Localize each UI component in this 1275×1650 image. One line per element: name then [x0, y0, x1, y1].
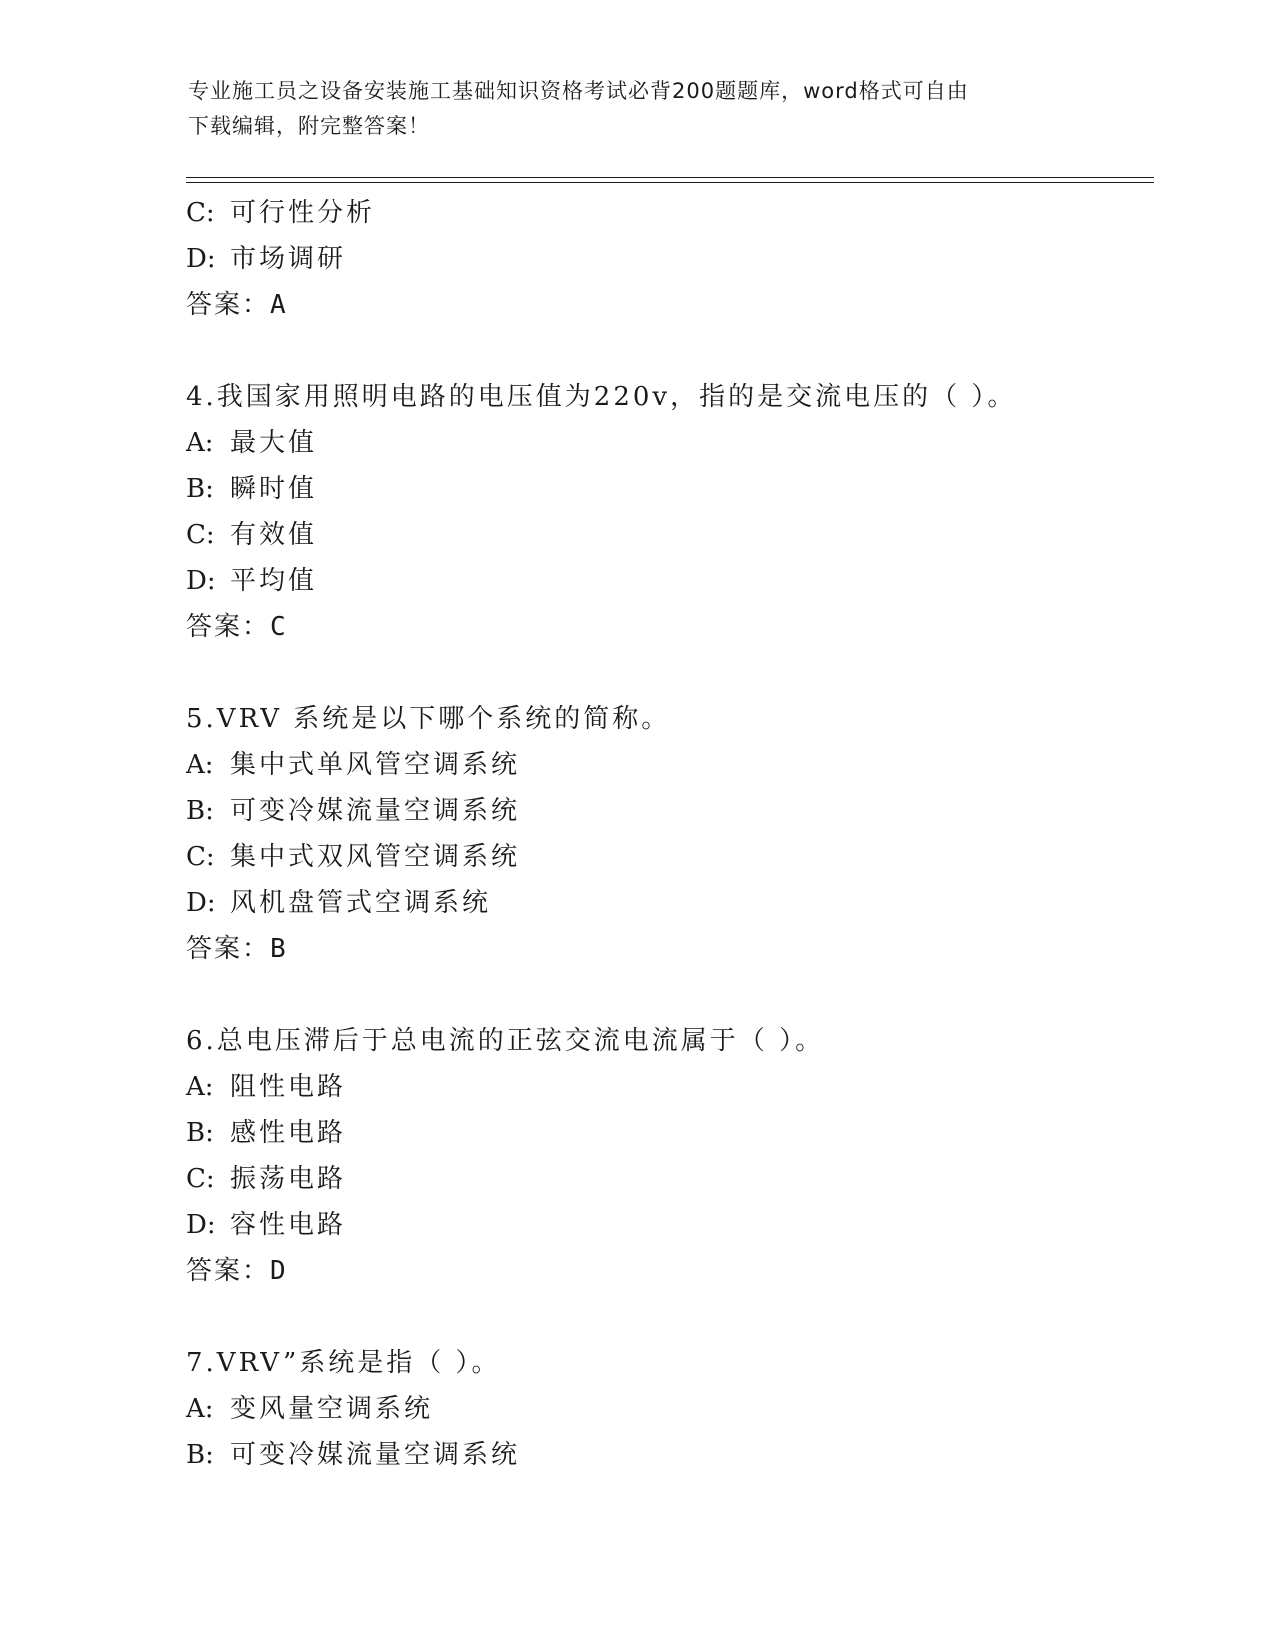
option-c — [186, 512, 1146, 558]
header-title-line-1: 专业施工员之设备安装施工基础知识资格考试必背200题题库，word格式可自由 — [188, 79, 969, 103]
option-a — [186, 742, 1146, 788]
option-d — [186, 236, 1146, 282]
option-text: 可行性分析 — [230, 198, 376, 228]
option-d — [186, 1202, 1146, 1248]
option-b — [186, 788, 1146, 834]
option-text: 有效值 — [230, 520, 318, 550]
option-letter: D: — [186, 566, 216, 596]
option-letter: C: — [186, 1164, 215, 1194]
option-letter: D: — [186, 1210, 216, 1240]
option-letter: D: — [186, 888, 216, 918]
question-block — [186, 1340, 1146, 1478]
option-c — [186, 190, 1146, 236]
option-letter: A: — [186, 750, 214, 780]
answer-value: C — [270, 612, 288, 642]
option-b — [186, 1110, 1146, 1156]
option-b — [186, 466, 1146, 512]
answer-line — [186, 926, 1146, 972]
header-divider-bottom — [186, 182, 1154, 183]
answer-value: D — [270, 1256, 288, 1286]
option-letter: A: — [186, 1394, 214, 1424]
option-a — [186, 420, 1146, 466]
document-header — [188, 74, 1088, 144]
answer-line — [186, 282, 1146, 328]
option-text: 风机盘管式空调系统 — [230, 888, 492, 918]
option-c — [186, 1156, 1146, 1202]
answer-line — [186, 1248, 1146, 1294]
option-text: 集中式单风管空调系统 — [230, 750, 521, 780]
question-block — [186, 190, 1146, 328]
option-letter: B: — [186, 796, 214, 826]
option-d — [186, 558, 1146, 604]
option-text: 感性电路 — [230, 1118, 347, 1148]
option-letter: C: — [186, 842, 215, 872]
spacer — [186, 328, 1146, 374]
option-a — [186, 1064, 1146, 1110]
option-text: 最大值 — [230, 428, 318, 458]
question-block — [186, 696, 1146, 972]
option-letter: C: — [186, 198, 215, 228]
question-stem: 7.VRV”系统是指（ ）。 — [186, 1348, 501, 1378]
option-text: 阻性电路 — [230, 1072, 347, 1102]
option-letter: B: — [186, 474, 214, 504]
option-letter: A: — [186, 1072, 214, 1102]
option-letter: D: — [186, 244, 216, 274]
option-d — [186, 880, 1146, 926]
question-list — [186, 190, 1146, 1478]
spacer — [186, 1294, 1146, 1340]
option-text: 容性电路 — [230, 1210, 347, 1240]
question-block — [186, 374, 1146, 650]
option-text: 瞬时值 — [230, 474, 318, 504]
question-stem: 4.我国家用照明电路的电压值为220v，指的是交流电压的（ ）。 — [186, 382, 1017, 412]
answer-value: B — [270, 934, 288, 964]
option-text: 平均值 — [230, 566, 318, 596]
option-c — [186, 834, 1146, 880]
option-letter: C: — [186, 520, 215, 550]
option-letter: B: — [186, 1118, 214, 1148]
option-text: 可变冷媒流量空调系统 — [230, 796, 521, 826]
spacer — [186, 650, 1146, 696]
option-a — [186, 1386, 1146, 1432]
option-text: 市场调研 — [230, 244, 347, 274]
option-text: 变风量空调系统 — [230, 1394, 434, 1424]
option-text: 可变冷媒流量空调系统 — [230, 1440, 521, 1470]
answer-value: A — [270, 290, 288, 320]
answer-label: 答案： — [186, 612, 271, 642]
answer-label: 答案： — [186, 1256, 271, 1286]
option-letter: A: — [186, 428, 214, 458]
answer-label: 答案： — [186, 290, 271, 320]
option-b — [186, 1432, 1146, 1478]
spacer — [186, 972, 1146, 1018]
answer-line — [186, 604, 1146, 650]
question-stem: 6.总电压滞后于总电流的正弦交流电流属于（ ）。 — [186, 1026, 825, 1056]
option-text: 集中式双风管空调系统 — [230, 842, 521, 872]
question-block — [186, 1018, 1146, 1294]
header-divider-top — [186, 177, 1154, 178]
option-text: 振荡电路 — [230, 1164, 347, 1194]
question-stem: 5.VRV 系统是以下哪个系统的简称。 — [186, 704, 671, 734]
answer-label: 答案： — [186, 934, 271, 964]
option-letter: B: — [186, 1440, 214, 1470]
header-title-line-2: 下载编辑，附完整答案！ — [188, 114, 430, 138]
